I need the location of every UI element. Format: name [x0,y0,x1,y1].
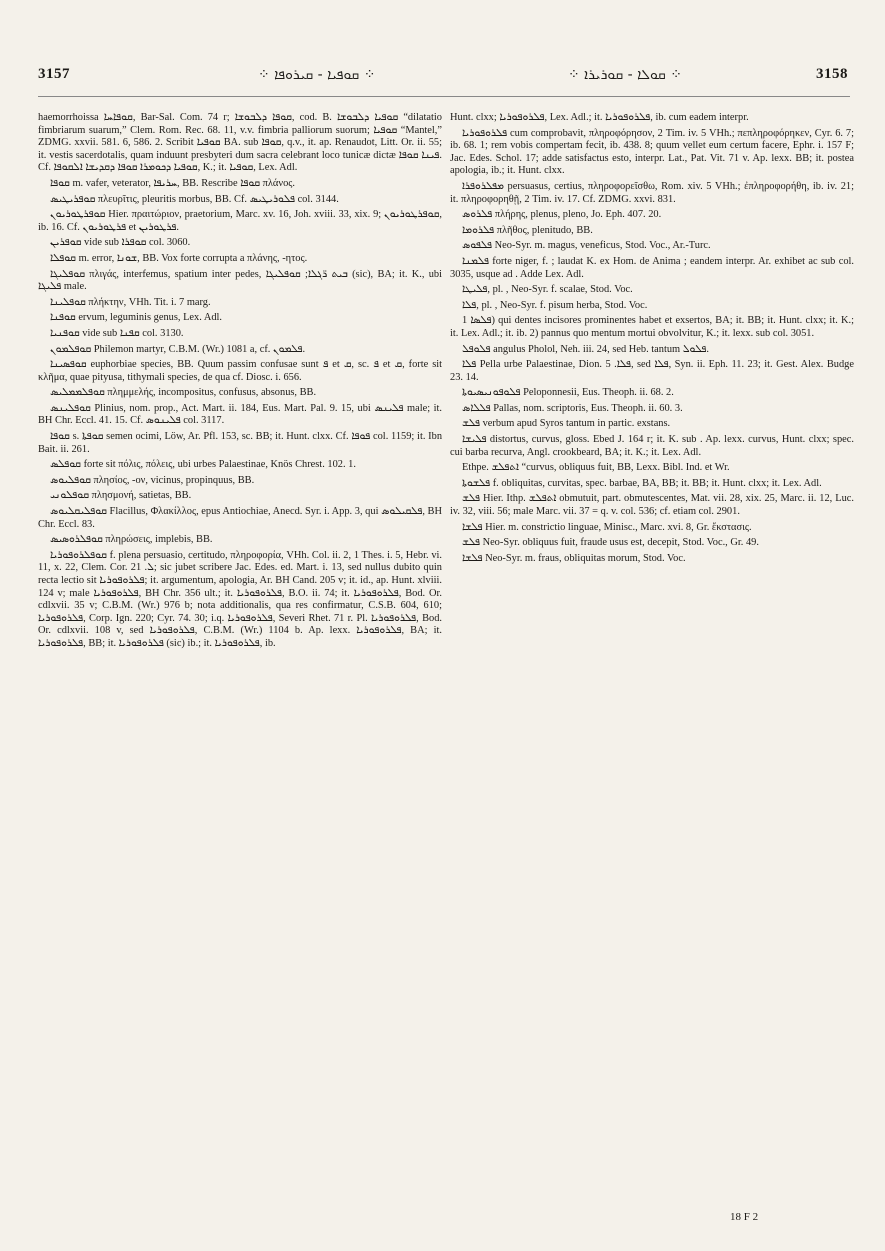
entry: ܩܘܦܠܘܢܝ πλησμονή, satietas, BB. [50,490,192,502]
entry: ܩܘܦܠܝܩܠܝܘܣ Flacillus, Φλακίλλος, epus Antiochiae, Anecd. Syr. i. App. 3, qui ܦܠܩܝܠܘܣ, BH Chr. Eccl. 83. [38,506,442,530]
entry: ܩܘܦܠܪܘܣܝܣ πληρώσεις, implebis, BB. [50,534,213,546]
entry: ܩܘܦܐ s. ܩܘܦܬܐ semen ocimi, Löw, Ar. Pfl. 153, sc. BB; it. Hunt. clxx. Cf. ܦܘܦܐ col. 1159; it. Ibn Bait. ii. 261. [38,431,443,455]
left-running-head: ⁘ ܩܘܦܝܐ - ܩܝܪܘܦܐ ⁘ [258,67,376,83]
entry: ܩܘܦܠܡܘܢ Philemon martyr, C.B.M. (Wr.) 1081 a, cf. ܦܠܡܘܢ. [50,343,306,355]
entry: ܦܠܦܘܣ Neo-Syr. m. magus, veneficus, Stod. Voc., Ar.-Turc. [462,240,711,252]
entry: ܦܠܫ Hier. Ithp. ܐܬܦܠܫ obmutuit, part. obmutescentes, Mat. vii. 28, xix. 25, Marc. ii. 12, Luc. iv. 32, viii. 56; male Marc. vii. 37 = q. v. col. 536; cf. etiam col. 2901. [450,493,855,518]
entry: ܦܠܫ verbum apud Syros tantum in partic. exstans. [462,418,671,430]
entry: ܦܠܐ Pella urbe Palaestinae, Dion. ܦܠܐ. 5, sed ܦܠܐ, Syn. ii. Eph. 11. 23; it. Gest. Alex. Budge 23. 14. [450,359,854,383]
left-column [38,112,442,654]
signature-mark: 18 F 2 [730,1211,759,1223]
entry: ܩܘܦܠܝܘܣ πλησίος, -ον, vicinus, propinquus, BB. [50,474,255,486]
header-rule [38,96,850,97]
entry: ܩܘܦܢܝܐ vide sub ܩܦܢܐ col. 3130. [50,327,184,339]
page-header [28,66,858,88]
entry: ܩܘܦܠܝܢܣ Plinius, nom. prop., Act. Mart. ii. 184, Eus. Mart. Pal. 9. 15, ubi ܦܠܝܢܣ male; it. BH Chr. Eccl. 41. 15. Cf. ܦܠܝܢܘܣ col. 3117. [38,402,442,427]
entry: ܦܠܠܐܣ Pallas, nom. scriptoris, Eus. Theoph. ii. 60. 3. [462,402,683,414]
entry: ܦܠܣܐ 1) qui dentes incisores prominentes habet et exsertos, BA; it. BB; it. Hunt. clxx; it. K.; it. Lex. Adl.; it. ib. 2) pannus quo mentum mortui obvolvitur, K.; it. lexx. sub col. 3051. [450,315,854,339]
entry: ܩܘܦܪܛܘܪܝܘܢ Hier. πραιτώριον, praetorium, Marc. xv. 16, Joh. xviii. 33, xix. 9; ܩܘܦܪܛܘܪܝܘܢ, ib. 16. Cf. ܦܪܛܘܪܝܘܢ et ܦܪܛܘܪܝܢ. [38,209,442,233]
entry: Hunt. clxx; ܦܠܪܘܦܘܪܝܐ, Lex. Adl.; it. ܦܠܪܘܦܘܪܝܐ, ib. cum eadem interpr. [450,112,749,123]
entry: ܩܘܦܠܝܢܐ πλήκτην, VHh. Tit. i. 7 marg. [50,296,211,308]
entry: ܦܠܪܘܦܘܪܝܐ cum comprobavit, πληροφόρησον, 2 Tim. iv. 5 VHh.; πεπληροφόρηκεν, Cyr. 6. 7; ib. 68. 1; rem vobis compertam fecit, ib. 438. 8; quum vellet eum certum facere, Ephr. i. 157 F; Jac. Edes. Schol. 17; adde satisfactus esto, interpr. Lat., Pat. Vit. 71 v. Ap. lexx. BB; it. postea apologia, ib.; it. Hunt. clxx. [450,127,854,177]
entry: ܩܘܦܠܐ m. error, ܫܘܢܐ, BB. Vox forte corrupta a πλάνης, -ητος. [50,252,308,264]
entry: ܦܠܝܫܐ distortus, curvus, gloss. Ebed J. 164 r; it. K. sub . Ap. lexx. curvus, Hunt. clxx; spec. cui barba recurva, Angl. crookbeard, BA; it. K.; it. Lex. Adl. [450,434,854,458]
entry: ܦܠܫܘܬܐ f. obliquitas, curvitas, spec. barbae, BA, BB; it. BB; it. Hunt. clxx; it. Lex. Adl. [462,477,822,489]
entry: ܦܠܫ Neo-Syr. obliquus fuit, fraude usus est, decepit, Stod. Voc., Gr. 49. [462,537,759,549]
entry: Ethpe. ܐܬܦܠܫ “curvus, obliquus fuit, BB, Lexx. Bibl. Ind. et Wr. [462,462,730,474]
left-page-number: 3157 [38,66,70,82]
right-column [450,112,854,568]
entry: ܩܘܦܠܝܓܐ πλιγάς, interfemus, spatium inter pedes, ܒܝܬ ܪ̈ܓܠܐ; ܩܘܦܠܝܓܐ (sic), BA; it. K., ubi ܦܠܝܓܐ male. [38,268,442,293]
entry: ܦܠܘܦܘܢܝܣܝܘܬܐ Peloponnesii, Eus. Theoph. ii. 68. 2. [462,387,674,399]
entry: ܦܠܘܦܠ angulus Pholol, Neh. iii. 24, sed Heb. tantum ܦܠܘܠ. [462,343,710,355]
entry: ܦܠܐ, pl. , Neo-Syr. f. pisum herba, Stod. Voc. [462,299,648,311]
right-running-head: ⁘ ܩܘܠܐ - ܩܘܪܝܪܐ ⁘ [568,67,682,83]
entry: ܦܠܫܐ Neo-Syr. m. fraus, obliquitas morum, Stod. Voc. [462,552,686,564]
entry: ܦܠܪܘܡܐ πλῆθος, plenitudo, BB. [462,224,593,236]
entry: ܦܠܪܘܣ πλήρης, plenus, pleno, Jo. Eph. 407. 20. [462,209,662,221]
entry: ܦܠܝܛܐ, pl. , Neo-Syr. f. scalae, Stod. Voc. [462,284,633,296]
entry: ܦܠܡܢܐ forte niger, f. ; laudat K. ex Hom. de Anima ; eandem interpr. Ar. exhibet ac sub col. 3035, usque ad . Adde Lex. Adl. [450,255,854,280]
entry: ܩܘܦܠܡܡܠܝܣ πλημμελής, incompositus, confusus, absonus, BB. [50,387,317,399]
entry: haemorrhoissa ܩܘܦܐܚܐ, Bar-Sal. Com. 74 r; ܩܘܦܐ ܕܠܒܘܫܐ, cod. B. ܩܘܦܝܐ ܕܠܒܘܫܐ “dilatatio fimbriarum suarum,” Clem. Rom. Rec. 68. 11, v.v. fimbria palliorum suorum; ܩܘܦܝܐ “Mantel,” ZDMG. xxvii. 581. 6, 586. 2. Scribit ܩܘܦܝܐ BA. sub ܩܘܦܐ, q.v., it. ap. Renaudot, Litt. Or. ii. 55; it. vestis sacerdotalis, quam induunt presbyteri dum sacra celebrant loco tunicæ dictæ ܦܝܢܐ ܩܘܦܐ. Cf. ܩܘܦܝܐ ܕܟܘܡܪܐ ܩܘܦܐ ܕܩܕܝܫܐ ܐܠܩܘܦܐ, K.; it. ܩܘܦܝܐ, Lex. Adl. [38,112,442,174]
entry: ܩܘܦܐ m. vafer, veterator, ܚܪܝܦܐ, BB. Rescribe ܩܘܦܐ πλάνος. [50,177,295,189]
entry: ܩܘܦܢܐ ervum, leguminis genus, Lex. Adl. [50,312,223,324]
entry: ܩܘܦܪܝܢ vide sub ܩܘܦܪܐ col. 3060. [50,237,191,249]
entry: ܩܘܦܠܪܘܦܘܪܝܐ f. plena persuasio, certitudo, πληροφορία, VHh. Col. ii. 2, 1 Thes. i. 5, Hebr. vi. 11, x. 22, Clem. Cor. ܠ. 21; sic jubet scribere Jac. Edes. ed. Mart. i. 13, sed nullus dubito quin recta lectio sit ܦܠܪܘܦܘܪܝܐ; it. argumentum, apologia, Ar. BH Cand. 205 v; it. id., ap. Hunt. xlviii. 124 v; male ܦܠܪܘܦܘܪܝܐ, BH Chr. 356 ult.; it. ܦܠܪܘܦܘܪܝܐ, B.O. ii. 74; it. ܦܠܪܘܦܘܪܝܐ, Bod. Or. cdlxvii. 35 v; C.B.M. (Wr.) 976 b; nota additionalis, qua res confirmatur, C.S.B. 604, 610; ܦܠܪܘܦܘܪܝܐ, Corp. Ign. 220; Cyr. 74. 30; i.q. ܦܠܪܘܦܘܪܝܐ, Severi Rhet. 71 r. Pl. ܦܠܪܘܦܘܪܝܐ, Bod. Or. cdlxvii. 108 v, sed ܦܠܪܘܦܘܪܝܐ, C.B.M. (Wr.) 1104 b. Ap. lexx. ܦܠܪܘܦܘܪܝܐ, BA; it. ܦܠܪܘܦܘܪܝܐ, BB; it. ܦܠܪܘܦܘܪܝܐ (sic) ib.; it. ܦܠܪܘܦܘܪܝܐ, ib. [38,549,443,649]
entry: ܩܘܦܠܣ forte sit πόλις, πόλεις, ubi urbes Palaestinae, Knös Chrest. 102. 1. [50,459,356,471]
entry: ܡܦܠܪܘܦܪܐ persuasus, certius, πληροφορεῖσθω, Rom. xiv. 5 VHh.; ἐπληροφορήθη, ib. iv. 21; it. πληροφορηθῇ, 2 Tim. iv. 17. Cf. ZDMG. xxvi. 831. [450,180,854,205]
entry: ܩܘܦܪܝܛܝܣ πλευρῖτις, pleuritis morbus, BB. Cf. ܦܠܘܪܝܛܝܣ col. 3144. [50,193,339,205]
entry: ܩܘܦܣܝܢܐ euphorbiae species, BB. Quum passim confusae sunt ܦ et ܩ, sc. ܦ et ܩ, forte sit κλῆμα, quae pityusa, tithymali species, de qua cf. Diosc. i. 656. [38,359,443,383]
right-page-number: 3158 [816,66,848,82]
entry: ܦܠܫܐ Hier. m. constrictio linguae, Minisc., Marc. xvi. 8, Gr. ἔκστασις. [462,521,752,533]
